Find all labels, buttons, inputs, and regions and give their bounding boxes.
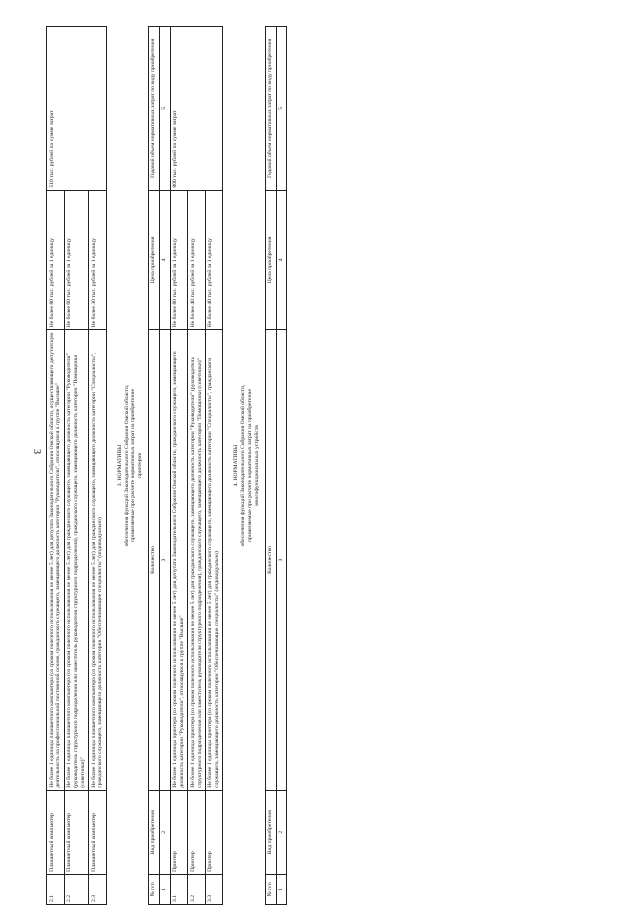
header-type: Вид приобретения bbox=[265, 790, 276, 874]
header-price: Цена приобретения bbox=[148, 190, 159, 330]
col-index: 2 bbox=[276, 790, 287, 874]
purchase-type: Планшетный компьютер bbox=[64, 790, 88, 874]
index-row bbox=[159, 27, 170, 905]
row-number: 2.2 bbox=[64, 874, 88, 904]
quantity-text: Не более 1 единицы принтера (со сроком полезного использования не менее 5 лет) для гражданского служащего, замещающего должность категории "Руководители" (руководитель структурного подразделения или заместитель руководителя структурного подразделения), гражданского служащего, замещающего должность категории "Помощники (советники)" bbox=[188, 330, 206, 790]
col-index: 5 bbox=[276, 27, 287, 191]
price-text: Не более 40 тыс. рублей за 1 единицу bbox=[188, 190, 206, 330]
section-4-title bbox=[223, 27, 265, 905]
header-type: Вид приобретения bbox=[148, 790, 159, 874]
index-row bbox=[276, 27, 287, 905]
section-subheading: принтеров bbox=[137, 453, 144, 478]
price-text: Не более 80 тыс. рублей за 1 единицу bbox=[47, 190, 65, 330]
quantity-text: Не более 1 единицы планшетного компьютера (со сроком полезного использования не менее 5 лет) для депутата Законодательного Собрания Омской области, осуществляющего депутатскую деятельность на профессиональной постоянной основе, гражданского служащего, замещающего должность категории "Руководители", относящуюся к группе "Высшие" bbox=[47, 330, 65, 790]
section-subheading: многофункциональных устройств bbox=[253, 425, 260, 506]
price-text: Не более 80 тыс. рублей за 1 единицу bbox=[170, 190, 188, 330]
quantity-text: Не более 1 единицы планшетного компьютера (со сроком полезного использования не менее 5 лет) для гражданского служащего, замещающего должность категории "Специалисты", гражданского служащего, замещающего должность категории "Обеспечивающие специалисты" (индивидуально) bbox=[89, 330, 107, 790]
purchase-type: Принтер bbox=[205, 790, 223, 874]
section-3-title-row bbox=[106, 27, 148, 905]
section-3-title bbox=[106, 27, 148, 905]
norms-table bbox=[46, 26, 287, 905]
section-heading: 4. НОРМАТИВЫ bbox=[233, 444, 240, 487]
col-index: 3 bbox=[276, 330, 287, 790]
header-total: Годовой объем нормативных затрат по виду приобретения bbox=[265, 27, 276, 191]
section-subheading: обеспечения функций Законодательного Собрания Омской области, bbox=[123, 384, 130, 547]
section-subheading: применяемые при расчете нормативных затрат на приобретение bbox=[130, 389, 137, 542]
section-subheading: обеспечения функций Законодательного Собрания Омской области, bbox=[240, 384, 247, 547]
header-total: Годовой объем нормативных затрат по виду приобретения bbox=[148, 27, 159, 191]
header-qty: Количество bbox=[265, 330, 276, 790]
col-index: 5 bbox=[159, 27, 170, 191]
price-text: Не более 60 тыс. рублей за 1 единицу bbox=[64, 190, 88, 330]
header-row bbox=[148, 27, 159, 905]
quantity-text: Не более 1 единицы планшетного компьютера (со сроком полезного использования не менее 5 лет) для гражданского служащего, замещающего должность категории "Руководители" (руководитель структурного подразделения или заместитель руководителя структурного подразделения), гражданского служащего, замещающего должность категории "Помощники (советники)" bbox=[64, 330, 88, 790]
header-num: № п/п bbox=[265, 874, 276, 904]
col-index: 3 bbox=[159, 330, 170, 790]
rotated-document bbox=[46, 26, 628, 905]
col-index: 1 bbox=[276, 874, 287, 904]
table-row bbox=[170, 27, 188, 905]
row-number: 2.1 bbox=[47, 874, 65, 904]
quantity-text: Не более 1 единицы принтера (со сроком полезного использования не менее 5 лет) для депутата Законодательного Собрания Омской области, гражданского служащего, замещающего должность категории "Руководители", относящуюся к группе "Высшие" bbox=[170, 330, 188, 790]
quantity-text: Не более 1 единицы принтера (со сроком полезного использования не менее 5 лет) для гражданского служащего, замещающего должность категории "Специалисты", гражданского служащего, замещающего должность категории "Обеспечивающие специалисты" (индивидуально) bbox=[205, 330, 223, 790]
row-number: 3.2 bbox=[188, 874, 206, 904]
section-heading: 3. НОРМАТИВЫ bbox=[116, 444, 123, 487]
page-number: 3 bbox=[31, 449, 42, 454]
col-index: 4 bbox=[276, 190, 287, 330]
price-text: Не более 30 тыс. рублей за 1 единицу bbox=[89, 190, 107, 330]
price-text: Не более 40 тыс. рублей за 1 единицу bbox=[205, 190, 223, 330]
annual-total: 510 тыс. рублей по сумме затрат bbox=[47, 27, 107, 191]
header-row bbox=[265, 27, 276, 905]
purchase-type: Принтер bbox=[170, 790, 188, 874]
purchase-type: Планшетный компьютер bbox=[89, 790, 107, 874]
annual-total: 800 тыс. рублей по сумме затрат bbox=[170, 27, 223, 191]
col-index: 1 bbox=[159, 874, 170, 904]
header-num: № п/п bbox=[148, 874, 159, 904]
row-number: 3.1 bbox=[170, 874, 188, 904]
section-subheading: применяемые при расчете нормативных затрат на приобретение bbox=[247, 389, 254, 542]
row-number: 3.3 bbox=[205, 874, 223, 904]
col-index: 2 bbox=[159, 790, 170, 874]
purchase-type: Принтер bbox=[188, 790, 206, 874]
row-number: 2.3 bbox=[89, 874, 107, 904]
table-row bbox=[47, 27, 65, 905]
header-price: Цена приобретения bbox=[265, 190, 276, 330]
purchase-type: Планшетный компьютер bbox=[47, 790, 65, 874]
section-4-title-row bbox=[223, 27, 265, 905]
col-index: 4 bbox=[159, 190, 170, 330]
header-qty: Количество bbox=[148, 330, 159, 790]
